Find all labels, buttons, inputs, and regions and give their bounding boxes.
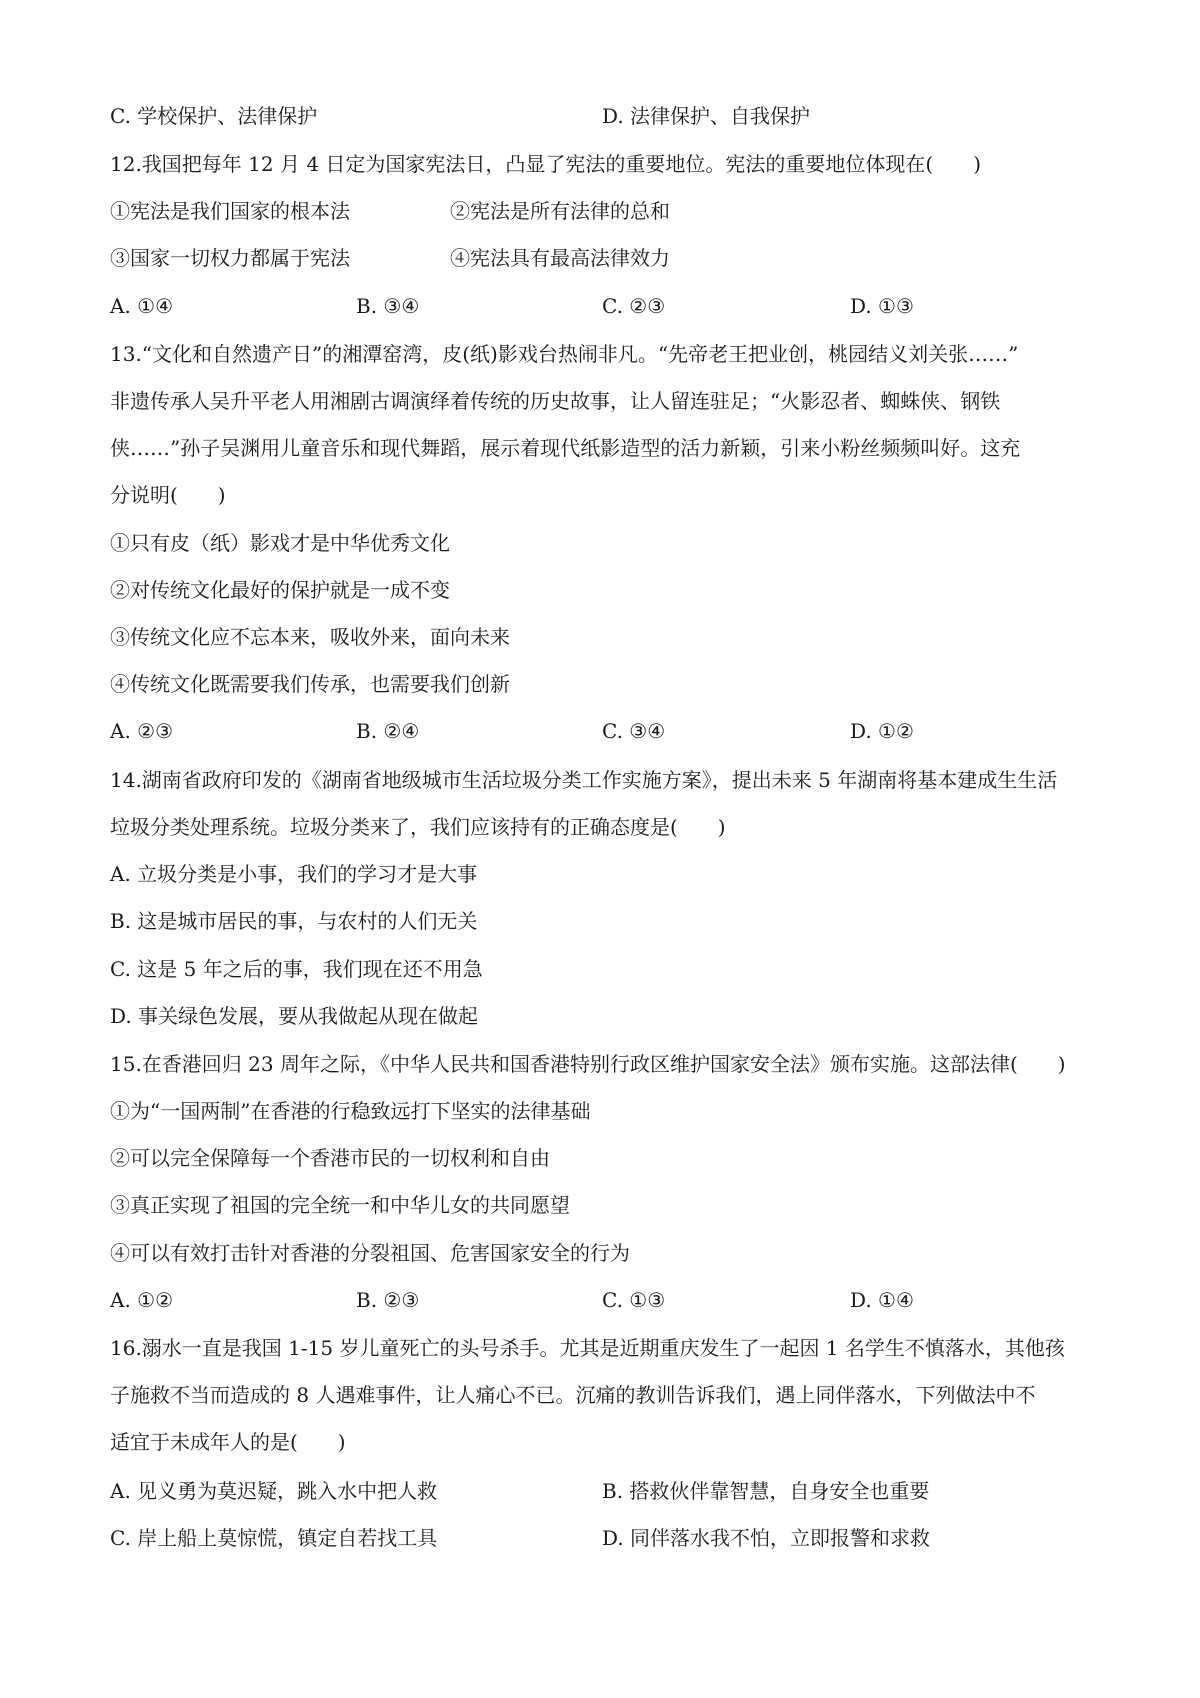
q13-option-b: B. ②④ [356, 719, 420, 743]
q15-statement-2: ②可以完全保障每一个香港市民的一切权利和自由 [110, 1146, 550, 1170]
q14-stem-line-2: 垃圾分类处理系统。垃圾分类来了，我们应该持有的正确态度是( ) [110, 815, 726, 839]
q12-option-c: C. ②③ [602, 294, 666, 318]
q14-option-b: B. 这是城市居民的事，与农村的人们无关 [110, 909, 478, 933]
q15-option-b: B. ②③ [356, 1288, 420, 1312]
q16-stem-line-2: 子施救不当而造成的 8 人遇难事件，让人痛心不已。沉痛的教训告诉我们，遇上同伴落水，下列做法中不 [110, 1383, 1036, 1407]
q11-option-d: D. 法律保护、自我保护 [602, 104, 811, 128]
q14-option-d: D. 事关绿色发展，要从我做起从现在做起 [110, 1004, 479, 1028]
q15-option-d: D. ①④ [850, 1288, 914, 1312]
q15-option-c: C. ①③ [602, 1288, 666, 1312]
q14-stem-line-1: 14.湖南省政府印发的《湖南省地级城市生活垃圾分类工作实施方案》，提出未来 5 年湖南将基本建成生生活 [110, 768, 1058, 792]
q11-option-c: C. 学校保护、法律保护 [110, 104, 318, 128]
q16-stem-line-3: 适宜于未成年人的是( ) [110, 1430, 346, 1454]
q13-statement-1: ①只有皮（纸）影戏才是中华优秀文化 [110, 531, 450, 555]
q15-statement-3: ③真正实现了祖国的完全统一和中华儿女的共同愿望 [110, 1193, 570, 1217]
q12-option-a: A. ①④ [110, 294, 174, 318]
q13-option-d: D. ①② [850, 719, 914, 743]
q12-statement-1: ①宪法是我们国家的根本法 [110, 199, 350, 223]
q13-stem-line-4: 分说明( ) [110, 483, 226, 507]
q14-option-c: C. 这是 5 年之后的事，我们现在还不用急 [110, 957, 483, 981]
q12-statement-3: ③国家一切权力都属于宪法 [110, 246, 350, 270]
q15-statement-1: ①为“一国两制”在香港的行稳致远打下坚实的法律基础 [110, 1099, 591, 1123]
q13-option-a: A. ②③ [110, 719, 174, 743]
q13-statement-4: ④传统文化既需要我们传承，也需要我们创新 [110, 672, 510, 696]
q13-stem-line-1: 13.“文化和自然遗产日”的湘潭窑湾，皮(纸)影戏台热闹非凡。“先帝老王把业创，桃园结义刘关张……” [110, 342, 1019, 366]
q12-statement-2: ②宪法是所有法律的总和 [450, 199, 670, 223]
q16-option-a: A. 见义勇为莫迟疑，跳入水中把人救 [110, 1479, 438, 1503]
q12-stem: 12.我国把每年 12 月 4 日定为国家宪法日，凸显了宪法的重要地位。宪法的重要地位体现在( ) [110, 152, 982, 176]
q16-option-b: B. 搭救伙伴靠智慧，自身安全也重要 [602, 1479, 930, 1503]
q13-statement-2: ②对传统文化最好的保护就是一成不变 [110, 578, 450, 602]
q14-option-a: A. 立圾分类是小事，我们的学习才是大事 [110, 862, 478, 886]
q15-option-a: A. ①② [110, 1288, 174, 1312]
q13-statement-3: ③传统文化应不忘本来，吸收外来，面向未来 [110, 625, 510, 649]
q15-stem: 15.在香港回归 23 周年之际，《中华人民共和国香港特别行政区维护国家安全法》颁布实施。这部法律( ) [110, 1052, 1066, 1076]
q12-statement-4: ④宪法具有最高法律效力 [450, 246, 670, 270]
q16-stem-line-1: 16.溺水一直是我国 1-15 岁儿童死亡的头号杀手。尤其是近期重庆发生了一起因 1 名学生不慎落水，其他孩 [110, 1336, 1065, 1360]
q15-statement-4: ④可以有效打击针对香港的分裂祖国、危害国家安全的行为 [110, 1241, 630, 1265]
q13-stem-line-2: 非遗传承人吴升平老人用湘剧古调演绎着传统的历史故事，让人留连驻足；“火影忍者、蜘蛛侠、钢铁 [110, 389, 1001, 413]
q16-option-c: C. 岸上船上莫惊慌，镇定自若找工具 [110, 1526, 438, 1550]
q12-option-b: B. ③④ [356, 294, 420, 318]
q16-option-d: D. 同伴落水我不怕，立即报警和求救 [602, 1526, 931, 1550]
q13-stem-line-3: 侠……”孙子吴渊用儿童音乐和现代舞蹈，展示着现代纸影造型的活力新颖，引来小粉丝频频叫好。这充 [110, 436, 1021, 460]
q13-option-c: C. ③④ [602, 719, 666, 743]
q12-option-d: D. ①③ [850, 294, 914, 318]
